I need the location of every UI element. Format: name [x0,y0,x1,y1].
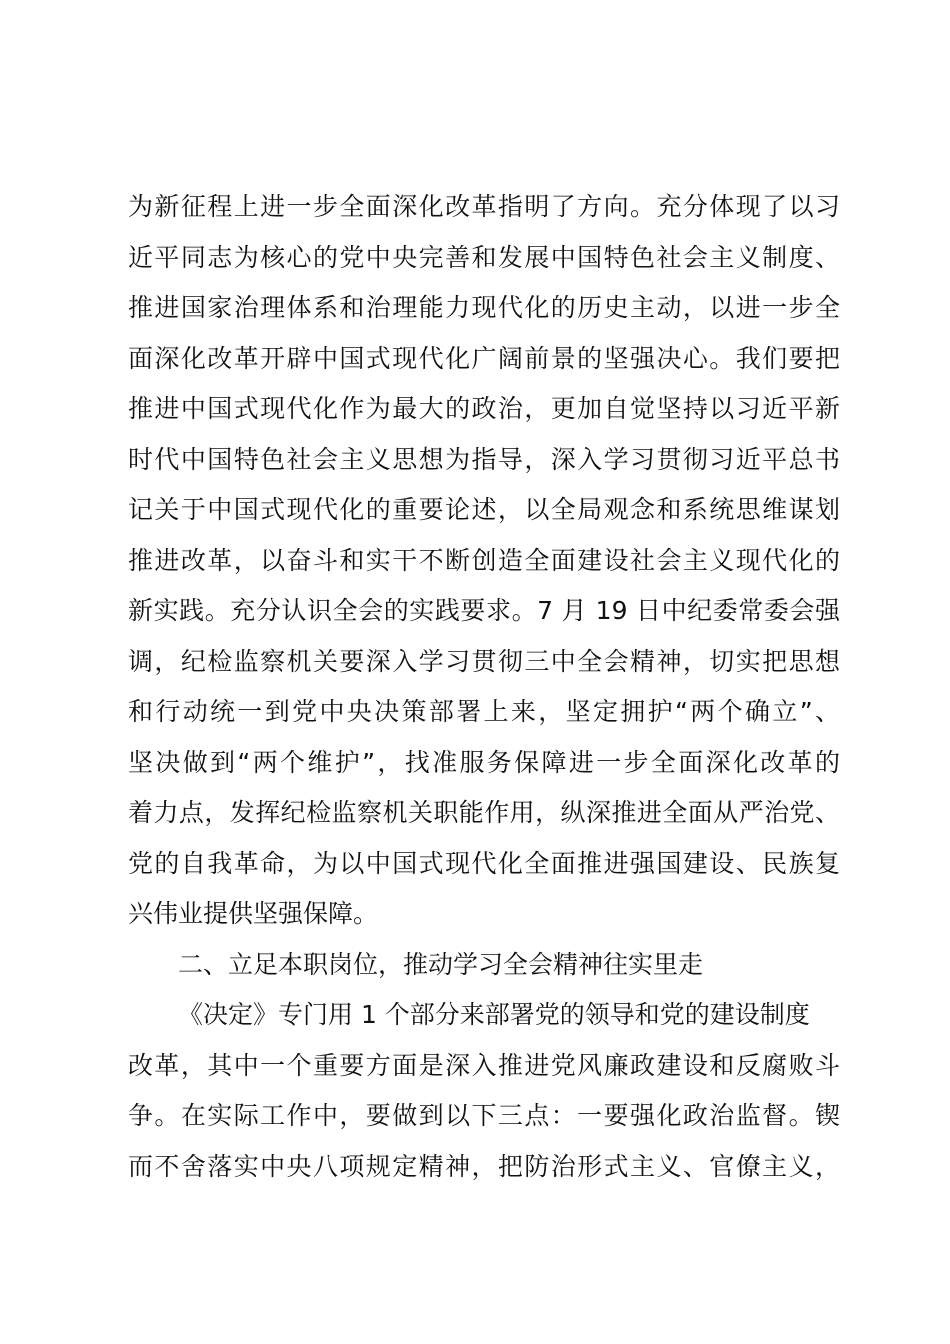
text-line: 推进国家治理体系和治理能力现代化的历史主动，以进一步全 [128,293,840,322]
text-line: 记关于中国式现代化的重要论述，以全局观念和系统思维谋划 [128,495,840,524]
text-line: 推进改革，以奋斗和实干不断创造全面建设社会主义现代化的 [128,545,840,575]
text-line: 党的自我革命，为以中国式现代化全面推进强国建设、民族复 [128,848,840,878]
text-line: 和行动统一到党中央决策部署上来，坚定拥护“两个确立”、 [128,697,840,726]
text-line: 近平同志为核心的党中央完善和发展中国特色社会主义制度、 [128,242,840,272]
text-line: 而不舍落实中央八项规定精神，把防治形式主义、官僚主义， [128,1151,840,1181]
section-heading: 二、立足本职岗位，推动学习全会精神往实里走 [178,949,704,979]
text-line: 坚决做到“两个维护”，找准服务保障进一步全面深化改革的 [128,747,840,777]
text-line: 时代中国特色社会主义思想为指导，深入学习贯彻习近平总书 [128,444,840,474]
text-line: 面深化改革开辟中国式现代化广阔前景的坚强决心。我们要把 [128,343,840,373]
text-line: 为新征程上进一步全面深化改革指明了方向。充分体现了以习 [128,192,840,221]
text-line: 改革，其中一个重要方面是深入推进党风廉政建设和反腐败斗 [128,1050,840,1080]
text-line: 新实践。充分认识全会的实践要求。7 月 19 日中纪委常委会强 [128,596,840,625]
document-body [128,182,840,1192]
text-line: 调，纪检监察机关要深入学习贯彻三中全会精神，切实把思想 [128,646,840,676]
text-line: 推进中国式现代化作为最大的政治，更加自觉坚持以习近平新 [128,394,840,423]
text-line: 争。在实际工作中，要做到以下三点：一要强化政治监督。锲 [128,1101,840,1130]
text-line-paragraph-start: 《决定》专门用 1 个部分来部署党的领导和党的建设制度 [178,1000,810,1029]
text-line-paragraph-end: 兴伟业提供坚强保障。 [128,899,379,928]
text-line: 着力点，发挥纪检监察机关职能作用，纵深推进全面从严治党、 [128,798,840,827]
